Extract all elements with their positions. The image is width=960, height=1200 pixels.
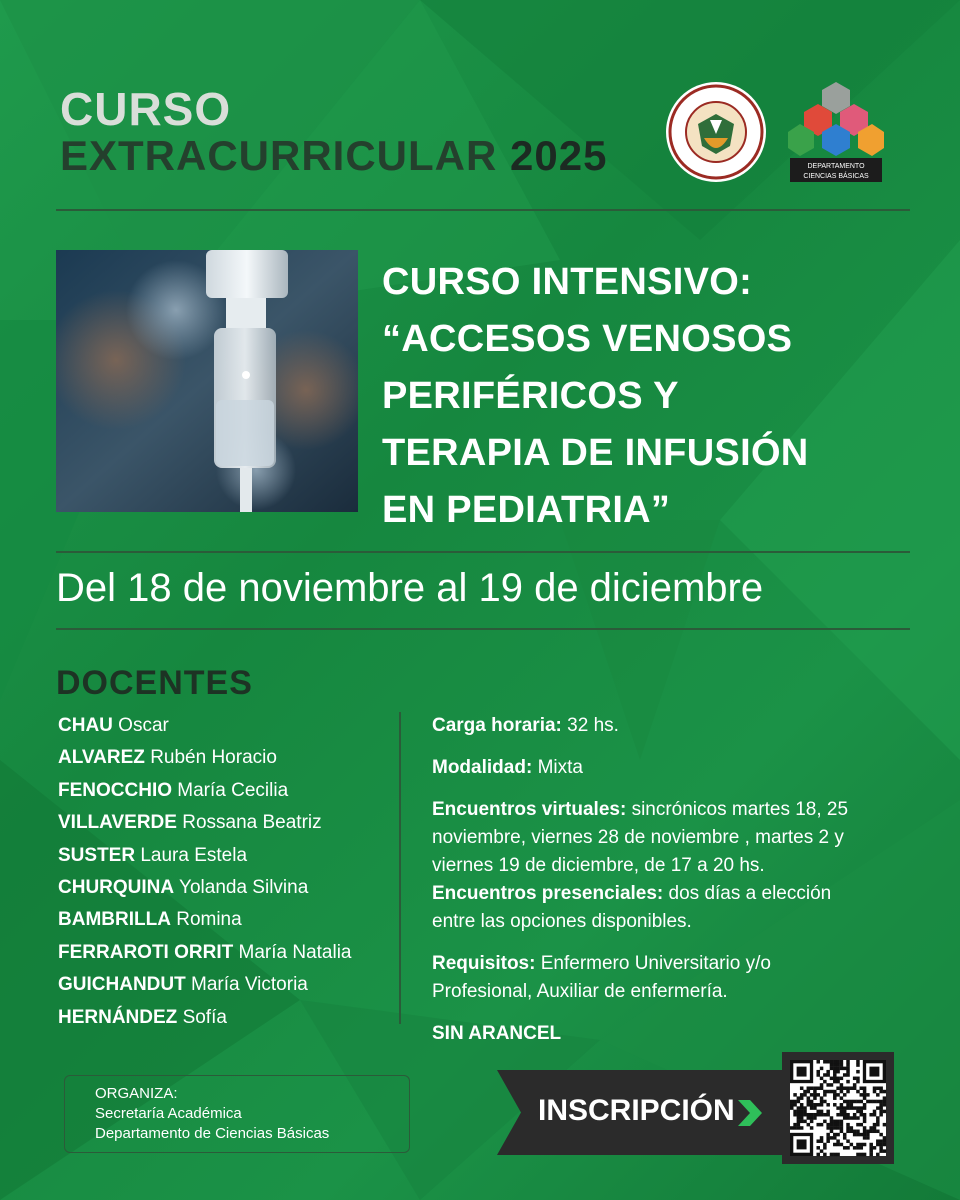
docente-surname: VILLAVERDE (58, 812, 177, 834)
course-title-line: CURSO INTENSIVO: (382, 261, 753, 303)
docentes-list (58, 710, 352, 1034)
dcb-line1: DEPARTAMENTO (807, 163, 865, 170)
header-extracurricular-text: EXTRACURRICULAR (60, 132, 498, 179)
docente-item (58, 872, 352, 904)
docente-given: Oscar (118, 715, 169, 736)
carga-label: Carga horaria: (432, 715, 562, 736)
course-title (382, 254, 922, 539)
divider-dates-top (56, 551, 910, 553)
virtuales-line: viernes 19 de diciembre, de 17 a 20 hs. (432, 855, 765, 876)
docente-item (58, 840, 352, 872)
docente-given: Romina (176, 909, 242, 931)
virtuales-line: noviembre, viernes 28 de noviembre , martes 2 y (432, 827, 844, 848)
course-title-line: EN PEDIATRIA” (382, 489, 671, 531)
requisitos-line: Profesional, Auxiliar de enfermería. (432, 981, 728, 1002)
docente-surname: CHURQUINA (58, 876, 175, 898)
docente-given: María Natalia (238, 941, 352, 963)
docente-item (58, 937, 352, 969)
docente-given: María Cecilia (177, 779, 289, 801)
requisitos (432, 950, 922, 1006)
column-divider (399, 712, 401, 1024)
docente-given: Rossana Beatriz (182, 812, 322, 834)
modalidad-label: Modalidad: (432, 757, 533, 778)
header-year: 2025 (510, 132, 608, 179)
requisitos-label: Requisitos: (432, 953, 536, 974)
virtuales-label: Encuentros virtuales: (432, 799, 627, 820)
presenciales-line: dos días a elección (668, 883, 832, 904)
docente-surname: FENOCCHIO (58, 779, 172, 801)
docente-item (58, 807, 352, 839)
dcb-line2: CIENCIAS BÁSICAS (803, 173, 869, 180)
docente-item (58, 775, 352, 807)
docente-surname: SUSTER (58, 844, 136, 866)
docente-given: Rubén Horacio (150, 747, 277, 769)
organiza-box (64, 1075, 410, 1153)
docente-surname: FERRAROTI ORRIT (58, 941, 234, 963)
docente-item (58, 969, 352, 1001)
organiza-line: Departamento de Ciencias Básicas (95, 1125, 330, 1142)
divider-dates-bottom (56, 628, 910, 630)
docente-surname: GUICHANDUT (58, 974, 186, 996)
virtuales-line: sincrónicos martes 18, 25 (631, 799, 849, 820)
requisitos-line: Enfermero Universitario y/o (540, 953, 771, 974)
sin-arancel (432, 1020, 922, 1048)
header-curso: CURSO (60, 83, 232, 135)
presenciales-label: Encuentros presenciales: (432, 883, 664, 904)
docente-surname: HERNÁNDEZ (58, 1006, 178, 1028)
docente-given: Yolanda Silvina (179, 876, 309, 898)
iv-drip-photo (56, 250, 358, 512)
docente-given: Sofía (182, 1006, 227, 1028)
course-title-line: “ACCESOS VENOSOS (382, 318, 793, 360)
encuentros-virtuales (432, 796, 922, 880)
modalidad (432, 754, 922, 782)
organiza-label: ORGANIZA: (95, 1085, 178, 1102)
presenciales-line: entre las opciones disponibles. (432, 911, 692, 932)
docentes-heading: DOCENTES (56, 664, 253, 702)
docente-given: Laura Estela (140, 844, 248, 866)
modalidad-value: Mixta (537, 757, 583, 778)
docente-surname: ALVAREZ (58, 747, 145, 769)
course-title-line: PERIFÉRICOS Y (382, 375, 679, 417)
chevron-right-icon[interactable] (736, 1098, 762, 1128)
course-title-line: TERAPIA DE INFUSIÓN (382, 432, 809, 474)
carga-horaria (432, 712, 922, 740)
header-extracurricular (60, 132, 607, 180)
docente-surname: CHAU (58, 715, 113, 736)
course-info (432, 712, 922, 1048)
docente-item (58, 710, 352, 742)
docente-item (58, 1002, 352, 1034)
departamento-ciencias-basicas-logo (788, 80, 884, 184)
unlu-seal-logo (664, 80, 768, 184)
divider-top (56, 209, 910, 211)
course-dates: Del 18 de noviembre al 19 de diciembre (56, 566, 764, 610)
organiza-line: Secretaría Académica (95, 1105, 242, 1122)
encuentros-presenciales (432, 880, 922, 936)
docente-given: María Victoria (191, 974, 308, 996)
qr-code[interactable] (782, 1052, 894, 1164)
docente-item (58, 742, 352, 774)
docente-surname: BAMBRILLA (58, 909, 171, 931)
docente-item (58, 904, 352, 936)
arancel-label: SIN ARANCEL (432, 1023, 562, 1044)
carga-value: 32 hs. (567, 715, 619, 736)
inscripcion-label[interactable]: INSCRIPCIÓN (538, 1094, 735, 1127)
